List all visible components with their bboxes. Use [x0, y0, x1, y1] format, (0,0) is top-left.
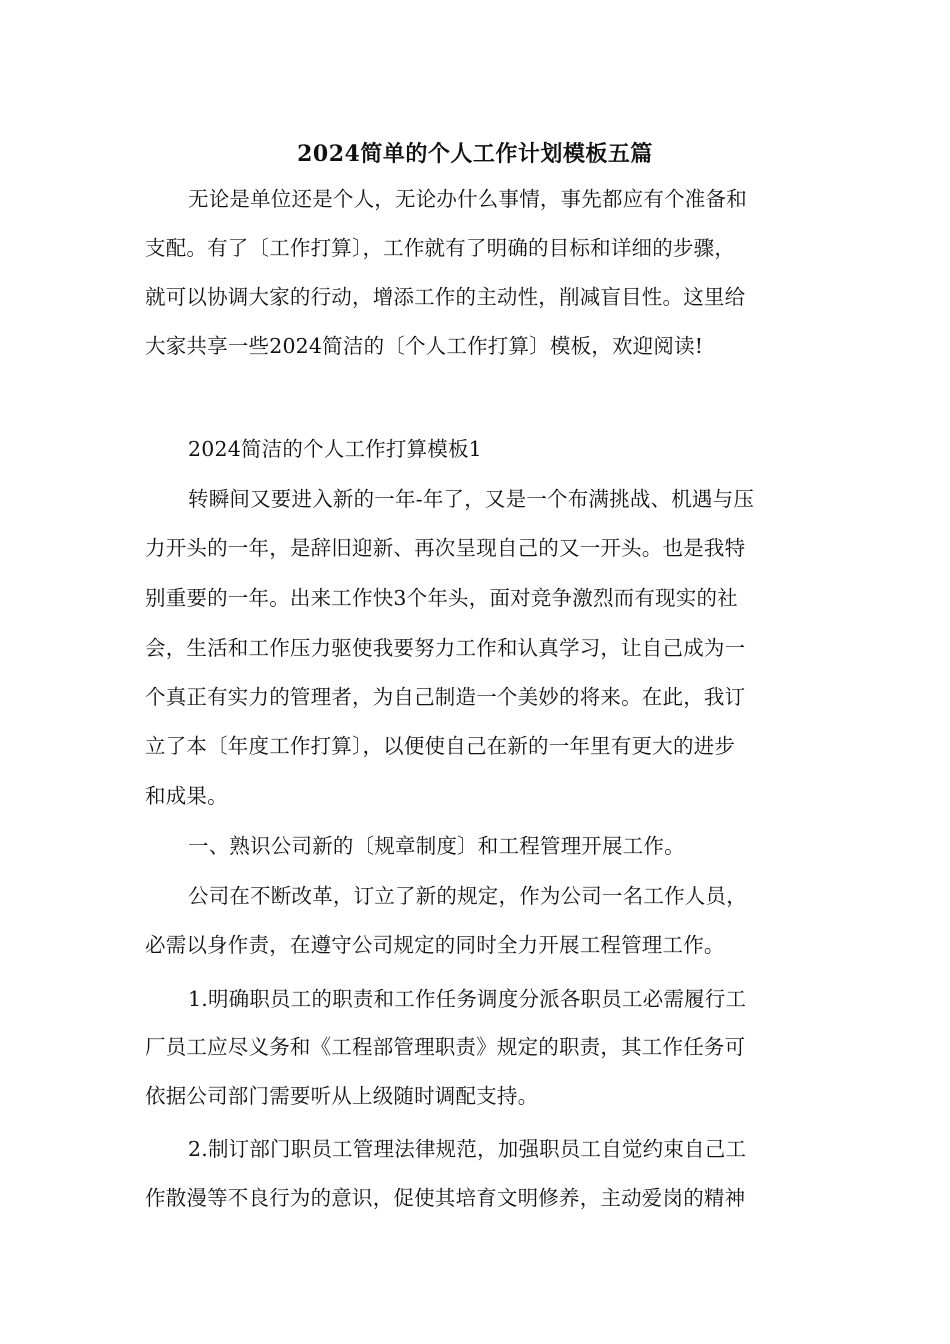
- intro-line-3: 就可以协调大家的行动，增添工作的主动性，削减盲目性。这里给: [145, 285, 746, 309]
- body-line-8: 公司在不断改革，订立了新的规定，作为公司一名工作人员，: [188, 884, 747, 908]
- body-line-7: 和成果。: [145, 784, 228, 808]
- body-line-1: 转瞬间又要进入新的一年-年了，又是一个布满挑战、机遇与压: [188, 487, 755, 511]
- subheading-1: 一、熟识公司新的〔规章制度〕和工程管理开展工作。: [188, 834, 685, 858]
- list-item-1-line-3: 依据公司部门需要听从上级随时调配支持。: [145, 1084, 539, 1108]
- list-item-1-line-1: 1.明确职员工的职责和工作任务调度分派各职员工必需履行工: [188, 987, 747, 1011]
- body-line-6: 立了本〔年度工作打算〕，以便使自己在新的一年里有更大的进步: [145, 734, 736, 758]
- body-line-9: 必需以身作责，在遵守公司规定的同时全力开展工程管理工作。: [145, 933, 725, 957]
- document-title: 2024简单的个人工作计划模板五篇: [297, 141, 653, 167]
- section-heading-1: 2024简洁的个人工作打算模板1: [188, 437, 482, 461]
- list-item-1-line-2: 厂员工应尽义务和《工程部管理职责》规定的职责，其工作任务可: [145, 1035, 746, 1059]
- intro-line-4: 大家共享一些2024简洁的〔个人工作打算〕模板，欢迎阅读!: [145, 334, 704, 358]
- intro-line-2: 支配。有了〔工作打算〕，工作就有了明确的目标和详细的步骤，: [145, 236, 736, 260]
- list-item-2-line-1: 2.制订部门职员工管理法律规范，加强职员工自觉约束自己工: [188, 1137, 747, 1161]
- intro-line-1: 无论是单位还是个人，无论办什么事情，事先都应有个准备和: [188, 187, 747, 211]
- body-line-4: 会，生活和工作压力驱使我要努力工作和认真学习，让自己成为一: [145, 636, 746, 660]
- body-line-5: 个真正有实力的管理者，为自己制造一个美妙的将来。在此，我订: [145, 685, 746, 709]
- body-line-2: 力开头的一年，是辞旧迎新、再次呈现自己的又一开头。也是我特: [145, 536, 746, 560]
- body-line-3: 别重要的一年。出来工作快3个年头，面对竞争激烈而有现实的社: [145, 586, 738, 610]
- list-item-2-line-2: 作散漫等不良行为的意识，促使其培育文明修养，主动爱岗的精神: [145, 1186, 746, 1210]
